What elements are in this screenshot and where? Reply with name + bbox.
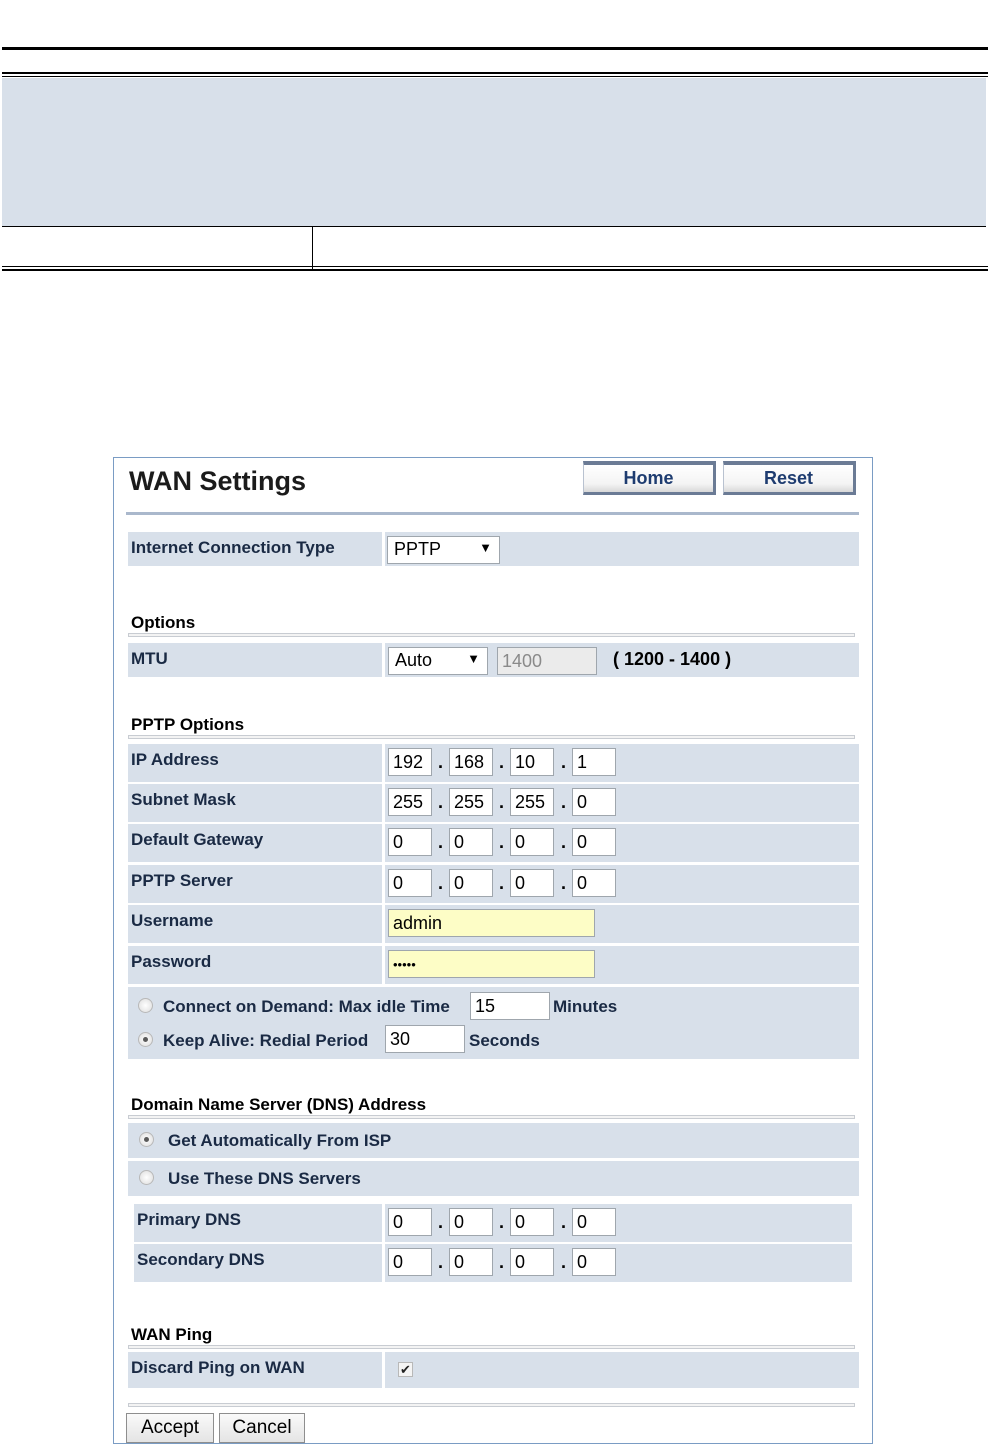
gateway-octet-2[interactable]	[449, 828, 493, 856]
section-divider	[128, 1403, 855, 1407]
primary-dns-label: Primary DNS	[137, 1210, 241, 1229]
password-label: Password	[131, 952, 212, 971]
on-demand-radio[interactable]	[138, 998, 153, 1013]
username-label: Username	[131, 911, 214, 930]
subnet-mask-row: Subnet Mask 255 . 255 . 255 . 0	[128, 784, 859, 822]
minutes-label: Minutes	[553, 997, 618, 1016]
dns-auto-label: Get Automatically From ISP	[168, 1131, 392, 1150]
table-row	[2, 190, 986, 227]
mtu-value-input[interactable]	[497, 647, 597, 675]
primary-dns-octet-3[interactable]	[510, 1208, 554, 1236]
server-octet-2[interactable]	[449, 869, 493, 897]
max-idle-time-input[interactable]	[470, 992, 550, 1020]
primary-dns-octet-2[interactable]	[449, 1208, 493, 1236]
username-row	[128, 905, 859, 943]
ip-octet-4[interactable]	[572, 748, 616, 776]
pptp-server-row: PPTP Server 0 . 0 . 0 . 0	[128, 865, 859, 903]
connection-type-label: Internet Connection Type	[131, 538, 335, 557]
secondary-dns-octet-4[interactable]	[572, 1248, 616, 1276]
chevron-down-icon: ▼	[479, 540, 492, 555]
accept-button[interactable]: Accept	[126, 1413, 214, 1443]
table-bottom-rule	[2, 266, 988, 267]
subnet-octet-2[interactable]	[449, 788, 493, 816]
server-octet-1[interactable]	[388, 869, 432, 897]
gateway-row: Default Gateway 0 . 0 . 0 . 0	[128, 824, 859, 862]
chevron-down-icon: ▼	[467, 651, 480, 666]
dns-auto-radio[interactable]	[139, 1132, 154, 1147]
discard-ping-checkbox[interactable]: ✔	[398, 1362, 413, 1377]
primary-dns-row: Primary DNS 0 . 0 . 0 . 0	[134, 1204, 852, 1242]
gateway-octet-3[interactable]	[510, 828, 554, 856]
ip-octet-3[interactable]	[510, 748, 554, 776]
dns-manual-radio[interactable]	[139, 1170, 154, 1185]
dns-heading: Domain Name Server (DNS) Address	[131, 1095, 427, 1114]
keep-alive-radio[interactable]	[138, 1032, 153, 1047]
table-bottom-rule-2	[2, 269, 988, 271]
subnet-octet-4[interactable]	[572, 788, 616, 816]
ip-octet-1[interactable]	[388, 748, 432, 776]
dns-manual-row	[128, 1161, 859, 1196]
header-rule	[2, 47, 988, 50]
gateway-octet-4[interactable]	[572, 828, 616, 856]
ip-octet-2[interactable]	[449, 748, 493, 776]
pptp-options-heading: PPTP Options	[131, 715, 245, 734]
discard-ping-row	[128, 1352, 859, 1388]
seconds-label: Seconds	[469, 1031, 540, 1050]
password-input[interactable]	[388, 950, 595, 978]
table-row	[2, 78, 986, 127]
mtu-mode-select[interactable]: Auto ▼	[388, 647, 488, 675]
page-title: WAN Settings	[129, 466, 307, 496]
secondary-dns-octet-1[interactable]	[388, 1248, 432, 1276]
section-divider	[128, 1345, 855, 1349]
ip-address-row: IP Address 192 . 168 . 10 . 1	[128, 744, 859, 782]
subnet-octet-3[interactable]	[510, 788, 554, 816]
wan-settings-panel	[113, 457, 873, 1444]
gateway-octet-1[interactable]	[388, 828, 432, 856]
server-octet-4[interactable]	[572, 869, 616, 897]
mtu-row	[128, 643, 859, 677]
mtu-range: ( 1200 - 1400 )	[613, 649, 732, 669]
table-top-rule-2	[2, 76, 988, 77]
title-divider	[126, 512, 859, 515]
section-divider	[128, 735, 855, 739]
subnet-mask-label: Subnet Mask	[131, 790, 236, 809]
connection-mode-block	[128, 987, 859, 1059]
table-row	[2, 126, 986, 191]
mtu-label: MTU	[131, 649, 168, 668]
secondary-dns-row: Secondary DNS 0 . 0 . 0 . 0	[134, 1244, 852, 1282]
secondary-dns-octet-3[interactable]	[510, 1248, 554, 1276]
on-demand-label: Connect on Demand: Max idle Time	[163, 997, 450, 1016]
options-heading: Options	[131, 613, 196, 632]
home-button[interactable]: Home	[583, 461, 716, 495]
connection-type-select[interactable]: PPTP ▼	[387, 536, 500, 564]
username-input[interactable]	[388, 909, 595, 937]
server-octet-3[interactable]	[510, 869, 554, 897]
password-row	[128, 946, 859, 984]
section-divider	[128, 633, 855, 637]
redial-period-input[interactable]	[385, 1025, 465, 1053]
dns-auto-row	[128, 1123, 859, 1158]
gateway-label: Default Gateway	[131, 830, 264, 849]
section-divider	[128, 1115, 855, 1119]
pptp-server-label: PPTP Server	[131, 871, 233, 890]
dns-manual-label: Use These DNS Servers	[168, 1169, 361, 1188]
reset-button[interactable]: Reset	[723, 461, 856, 495]
secondary-dns-octet-2[interactable]	[449, 1248, 493, 1276]
ip-address-label: IP Address	[131, 750, 219, 769]
primary-dns-octet-1[interactable]	[388, 1208, 432, 1236]
table-top-rule	[2, 72, 988, 74]
secondary-dns-label: Secondary DNS	[137, 1250, 265, 1269]
subnet-octet-1[interactable]	[388, 788, 432, 816]
discard-ping-label: Discard Ping on WAN	[131, 1358, 305, 1377]
cancel-button[interactable]: Cancel	[219, 1413, 305, 1443]
wan-ping-heading: WAN Ping	[131, 1325, 213, 1344]
keep-alive-label: Keep Alive: Redial Period	[163, 1031, 369, 1050]
connection-type-row	[128, 532, 859, 566]
primary-dns-octet-4[interactable]	[572, 1208, 616, 1236]
